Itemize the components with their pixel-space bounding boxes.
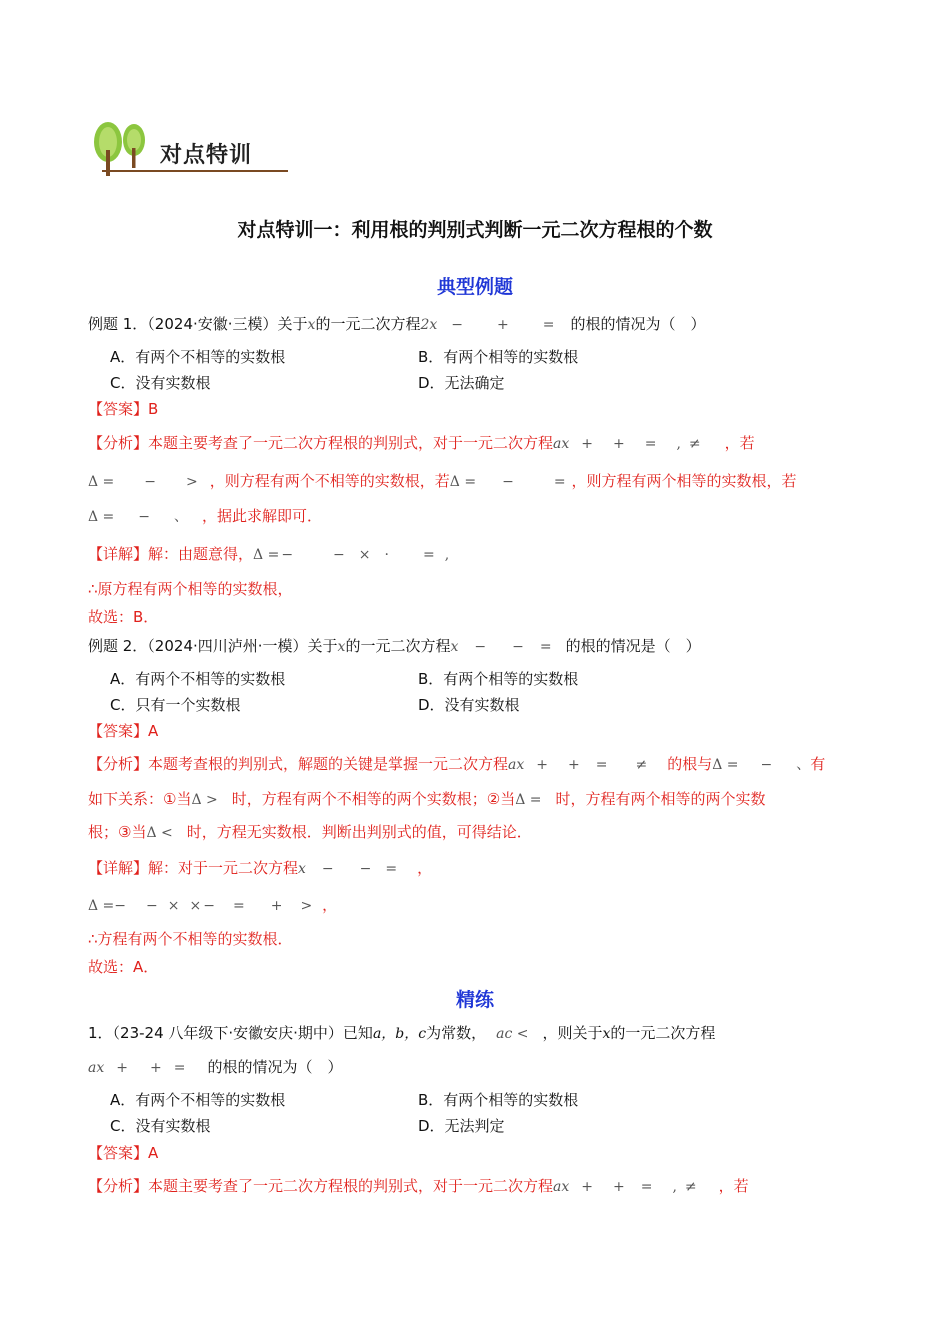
p1-option-c[interactable]: C．没有实数根 bbox=[110, 1117, 211, 1135]
ex2-analysis-3a: 根；③当 bbox=[88, 823, 147, 841]
ex1-answer: 【答案】B bbox=[88, 400, 159, 418]
tree-icon bbox=[90, 118, 160, 178]
ex2-detail-math: x bbox=[298, 861, 306, 877]
ex2-analysis-2b: 时，方程有两个不相等的两个实数根；②当 bbox=[231, 790, 516, 808]
ex2-detail: 【详解】解：对于一元二次方程x − − = ， bbox=[88, 859, 433, 877]
ex2-var: x bbox=[337, 639, 346, 655]
typical-heading: 典型例题 bbox=[436, 276, 513, 298]
ex1-analysis-line3: Δ = − 、 ，据此求解即可． bbox=[88, 507, 323, 525]
ex1-eq-c: + bbox=[497, 317, 509, 333]
ex1-analysis-line2: Δ = − > ，则方程有两个不相等的实数根，若Δ = − = ，则方程有两个相等的实数根，若 bbox=[88, 472, 797, 490]
ex2-analysis-3b: 时，方程无实数根．判断出判别式的值，可得结论． bbox=[186, 823, 532, 841]
ex1-therefore: ∴原方程有两个相等的实数根， bbox=[88, 580, 293, 598]
p1-vars: a，b，c bbox=[372, 1026, 427, 1042]
p1-option-a[interactable]: A．有两个不相等的实数根 bbox=[110, 1091, 286, 1109]
ex1-suffix: 的根的情况为（ ） bbox=[570, 315, 706, 333]
section-title: 对点特训一：利用根的判别式判断一元二次方程根的个数 bbox=[237, 219, 713, 241]
p1-var: x bbox=[602, 1026, 611, 1042]
ex2-option-b[interactable]: B．有两个相等的实数根 bbox=[418, 670, 579, 688]
p1-option-b[interactable]: B．有两个相等的实数根 bbox=[418, 1091, 579, 1109]
ex1-var: x bbox=[307, 317, 316, 333]
p1-cond: ac bbox=[496, 1026, 513, 1042]
ex1-eq-d: = bbox=[542, 317, 555, 333]
ex2-analysis-2c: 时，方程有两个相等的两个实数 bbox=[555, 790, 766, 808]
header-underline bbox=[102, 170, 288, 172]
ex1-analysis-math: ax bbox=[553, 436, 570, 452]
ex2-detail-calc: Δ =− − × × − = + > ， bbox=[88, 896, 338, 914]
p1-mid3: 的一元二次方程 bbox=[610, 1024, 716, 1042]
ex2-eq-a: x bbox=[450, 639, 459, 655]
ex1-detail: 【详解】解：由题意得，Δ = − − × · = , bbox=[88, 545, 450, 563]
ex2-option-c[interactable]: C．只有一个实数根 bbox=[110, 696, 241, 714]
ex1-analysis-2a: ，则方程有两个不相等的实数根，若 bbox=[209, 472, 450, 490]
ex2-analysis-line1: 【分析】本题考查根的判别式，解题的关键是掌握一元二次方程ax + + = ≠ 的根与Δ = − 、有 bbox=[88, 755, 826, 773]
ex1-option-a[interactable]: A．有两个不相等的实数根 bbox=[110, 348, 286, 366]
p1-prefix: 1．（23-24 八年级下·安徽安庆·期中）已知 bbox=[88, 1024, 373, 1042]
ex1-option-c[interactable]: C．没有实数根 bbox=[110, 374, 211, 392]
ex2-therefore: ∴方程有两个不相等的实数根． bbox=[88, 930, 293, 948]
ex1-option-b[interactable]: B．有两个相等的实数根 bbox=[418, 348, 579, 366]
p1-analysis-math: ax bbox=[553, 1179, 570, 1195]
ex2-question: 例题 2．（2024·四川泸州·一模）关于x的一元二次方程x − − = 的根的情况是（ ） bbox=[88, 637, 701, 655]
ex2-choose: 故选：A． bbox=[88, 958, 159, 976]
ex1-question bbox=[88, 313, 705, 334]
p1-mid: 为常数， bbox=[426, 1024, 487, 1042]
ex1-analysis-line1: 【分析】本题主要考查了一元二次方程根的判别式，对于一元二次方程ax + + = , ≠ ，若 bbox=[88, 434, 755, 452]
ex1-analysis-3: ，据此求解即可． bbox=[202, 507, 323, 525]
ex2-analysis-mid: 的根与 bbox=[667, 755, 713, 773]
ex2-analysis-math: ax bbox=[508, 757, 525, 773]
ex2-analysis-line3: 根；③当Δ < 时，方程无实数根．判断出判别式的值，可得结论． bbox=[88, 823, 532, 841]
ex1-analysis-2b: ，则方程有两个相等的实数根，若 bbox=[571, 472, 797, 490]
ex2-suffix: 的根的情况是（ ） bbox=[565, 637, 701, 655]
ex1-prefix: 例题 1．（2024·安徽·三模）关于 bbox=[88, 315, 308, 333]
p1-answer: 【答案】A bbox=[88, 1144, 159, 1162]
p1-question-line1: 1．（23-24 八年级下·安徽安庆·期中）已知a，b，c为常数， ac < ，则关于x的一元二次方程 bbox=[88, 1024, 716, 1042]
p1-analysis-text: 【分析】本题主要考查了一元二次方程根的判别式，对于一元二次方程 bbox=[88, 1177, 554, 1195]
ex2-option-d[interactable]: D．没有实数根 bbox=[418, 696, 520, 714]
p1-mid2: ，则关于 bbox=[542, 1024, 603, 1042]
p1-suffix: 的根的情况为（ ） bbox=[207, 1058, 343, 1076]
p1-question-line2: ax + + = 的根的情况为（ ） bbox=[88, 1058, 343, 1076]
header-label: 对点特训 bbox=[160, 143, 253, 168]
p1-eq: ax bbox=[88, 1060, 105, 1076]
practice-heading: 精练 bbox=[455, 989, 494, 1011]
ex1-option-d[interactable]: D．无法确定 bbox=[418, 374, 505, 392]
p1-analysis-line1: 【分析】本题主要考查了一元二次方程根的判别式，对于一元二次方程ax + + = , ≠ ，若 bbox=[88, 1177, 749, 1195]
ex2-option-a[interactable]: A．有两个不相等的实数根 bbox=[110, 670, 286, 688]
ex2-analysis-text: 【分析】本题考查根的判别式，解题的关键是掌握一元二次方程 bbox=[88, 755, 509, 773]
ex2-analysis-2a: 如下关系：①当 bbox=[88, 790, 192, 808]
p1-analysis-end: ，若 bbox=[718, 1177, 749, 1195]
ex1-mid: 的一元二次方程 bbox=[315, 315, 421, 333]
ex1-detail-label: 【详解】解：由题意得， bbox=[88, 545, 254, 563]
ex2-prefix: 例题 2．（2024·四川泸州·一模）关于 bbox=[88, 637, 338, 655]
ex1-analysis-text: 【分析】本题主要考查了一元二次方程根的判别式，对于一元二次方程 bbox=[88, 434, 554, 452]
ex2-analysis-line2: 如下关系：①当Δ > 时，方程有两个不相等的两个实数根；②当Δ = 时，方程有两个相等的两个实数 bbox=[88, 790, 766, 808]
header-logo bbox=[90, 118, 290, 180]
ex2-detail-label: 【详解】解：对于一元二次方程 bbox=[88, 859, 299, 877]
ex1-eq-b: − bbox=[451, 317, 463, 333]
ex1-choose: 故选：B． bbox=[88, 608, 159, 626]
ex2-analysis-end: 有 bbox=[810, 755, 826, 773]
p1-option-d[interactable]: D．无法判定 bbox=[418, 1117, 505, 1135]
ex1-analysis-end: ，若 bbox=[724, 434, 755, 452]
ex1-eq-a: 2x bbox=[420, 317, 438, 333]
ex2-mid: 的一元二次方程 bbox=[345, 637, 451, 655]
ex2-answer: 【答案】A bbox=[88, 722, 159, 740]
